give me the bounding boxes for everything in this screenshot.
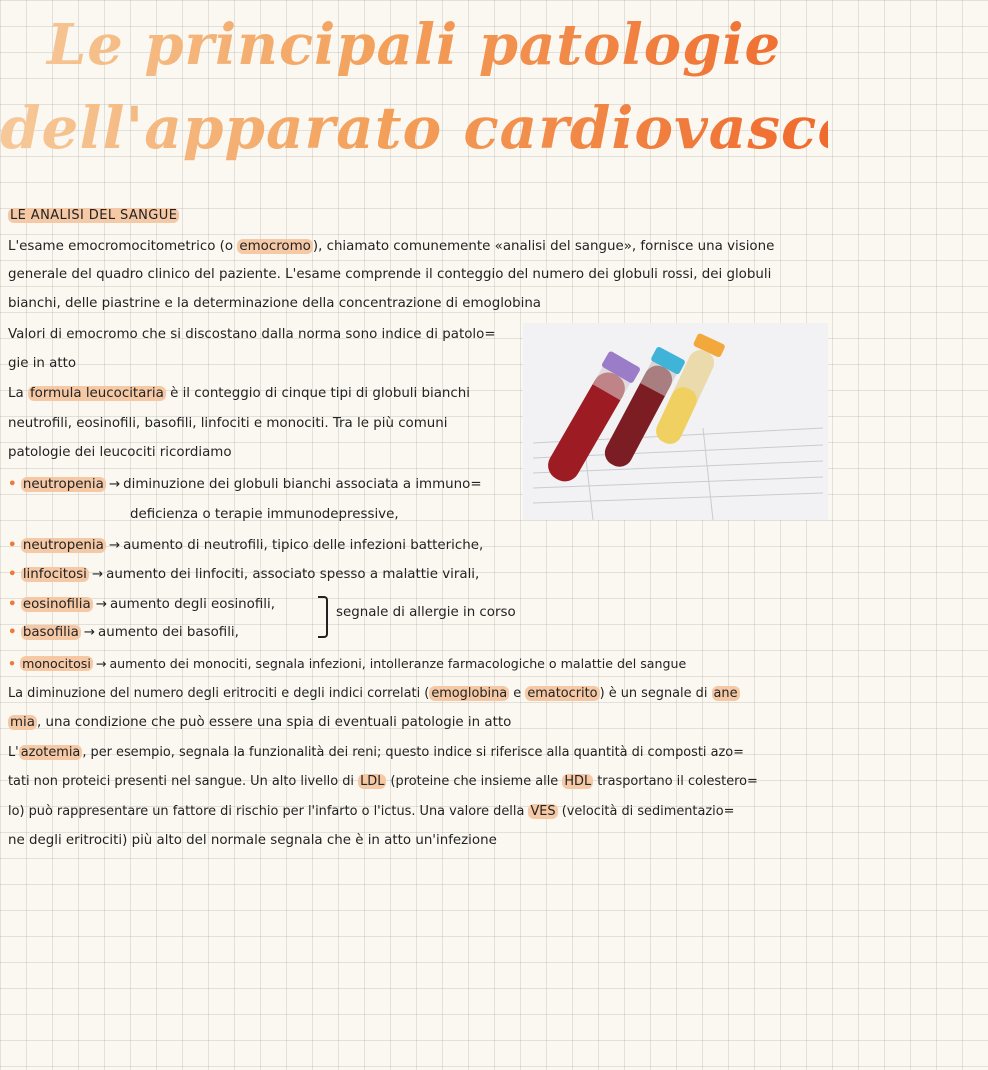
text: è il conteggio di cinque tipi di globuli bianchi (165, 386, 470, 401)
highlight-ldl: LDL (360, 774, 385, 789)
blood-test-tubes-photo (523, 323, 828, 520)
paragraph-3-line-1 (8, 385, 470, 403)
bullet-dot: • (8, 656, 17, 671)
text: aumento dei basofili, (98, 625, 239, 640)
arrow-icon: → (91, 567, 104, 582)
text: tati non proteici presenti nel sangue. Un alto livello di (8, 774, 359, 789)
term-neutropenia: neutropenia (22, 538, 104, 553)
highlight-anemia-part1: ane (713, 686, 738, 701)
term-monocitosi: monocitosi (22, 656, 91, 671)
arrow-icon: → (95, 656, 107, 671)
highlight-emocromo: emocromo (239, 239, 311, 254)
term-basofilia: basofilia (22, 625, 79, 640)
highlight-emoglobina: emoglobina (431, 686, 508, 701)
bullet-neutropenia-1 (8, 476, 482, 494)
text: L' (8, 745, 19, 760)
highlight-ematocrito: ematocrito (527, 686, 598, 701)
paragraph-5-line-1 (8, 744, 744, 762)
paragraph-3-line-2: neutrofili, eosinofili, basofili, linfociti e monociti. Tra le più comuni (8, 416, 448, 431)
bullet-dot: • (8, 567, 17, 582)
bullet-dot: • (8, 625, 17, 640)
text: La diminuzione del numero degli eritrociti e degli indici correlati ( (8, 686, 430, 701)
bullet-dot: • (8, 597, 17, 612)
bullet-dot: • (8, 538, 17, 553)
text: (proteine che insieme alle (386, 774, 563, 789)
highlight-anemia-part2: mia (10, 715, 35, 730)
bullet-basofilia (8, 624, 239, 642)
highlight-azotemia: azotemia (20, 745, 81, 760)
paragraph-5-line-4: ne degli eritrociti) più alto del normale segnala che è in atto un'infezione (8, 833, 497, 848)
arrow-icon: → (108, 477, 121, 492)
brace-note: segnale di allergie in corso (336, 605, 516, 620)
arrow-icon: → (95, 597, 107, 612)
term-linfocitosi: linfocitosi (22, 567, 87, 582)
text: aumento di neutrofili, tipico delle infezioni batteriche, (123, 538, 484, 553)
paragraph-1-line-1 (8, 238, 774, 256)
text: ), chiamato comunemente «analisi del sangue», fornisce una visione (312, 239, 775, 254)
paragraph-4-line-1 (8, 685, 740, 703)
text: lo) può rappresentare un fattore di rischio per l'infarto o l'ictus. Una valore della (8, 804, 529, 819)
paragraph-1-line-2: generale del quadro clinico del paziente. L'esame comprende il conteggio del numero dei globuli rossi, dei globuli (8, 267, 772, 282)
paragraph-5-line-2 (8, 773, 758, 791)
text: ) è un segnale di (599, 686, 712, 701)
text: aumento dei monociti, segnala infezioni, intolleranze farmacologiche o malattie del sangue (109, 656, 687, 671)
section-heading (8, 207, 179, 225)
bullet-linfocitosi (8, 566, 479, 584)
text: aumento degli eosinofili, (109, 597, 275, 612)
term-neutropenia: neutropenia (22, 477, 104, 492)
text: diminuzione dei globuli bianchi associata a immuno= (123, 477, 482, 492)
text: La (8, 386, 28, 401)
paragraph-5-line-3 (8, 803, 734, 821)
paragraph-4-line-2 (8, 714, 511, 732)
text: e (509, 686, 526, 701)
text: , per esempio, segnala la funzionalità dei reni; questo indice si riferisce alla quantità di composti azo= (82, 745, 744, 760)
highlight-ves: VES (530, 804, 556, 819)
paragraph-1-line-3: bianchi, delle piastrine e la determinazione della concentrazione di emoglobina (8, 296, 542, 311)
arrow-icon: → (83, 625, 96, 640)
test-tubes-illustration (523, 323, 828, 520)
page-title-line-1: Le principali patologie (0, 12, 828, 78)
text: trasportano il colestero= (593, 774, 758, 789)
arrow-icon: → (108, 538, 121, 553)
bullet-eosinofilia (8, 596, 275, 614)
text: (velocità di sedimentazio= (557, 804, 735, 819)
bullet-monocitosi (8, 655, 686, 673)
highlight-formula-leucocitaria: formula leucocitaria (29, 386, 164, 401)
text: , una condizione che può essere una spia di eventuali patologie in atto (36, 715, 512, 730)
term-eosinofilia: eosinofilia (22, 597, 91, 612)
paragraph-3-line-3: patologie dei leucociti ricordiamo (8, 445, 232, 460)
text: aumento dei linfociti, associato spesso a malattie virali, (106, 567, 480, 582)
bracket-icon (318, 596, 328, 638)
highlight-hdl: HDL (564, 774, 592, 789)
bullet-neutropenia-1-cont: deficienza o terapie immunodepressive, (130, 507, 399, 522)
paragraph-2-line-1: Valori di emocromo che si discostano dalla norma sono indice di patolo= (8, 327, 496, 342)
paragraph-2-line-2: gie in atto (8, 356, 77, 371)
text: L'esame emocromocitometrico (o (8, 239, 238, 254)
section-heading-text: LE ANALISI DEL SANGUE (10, 208, 178, 223)
bullet-dot: • (8, 477, 17, 492)
bullet-neutropenia-2 (8, 537, 483, 555)
page-title-line-2: dell'apparato cardiovascolare (0, 94, 988, 162)
